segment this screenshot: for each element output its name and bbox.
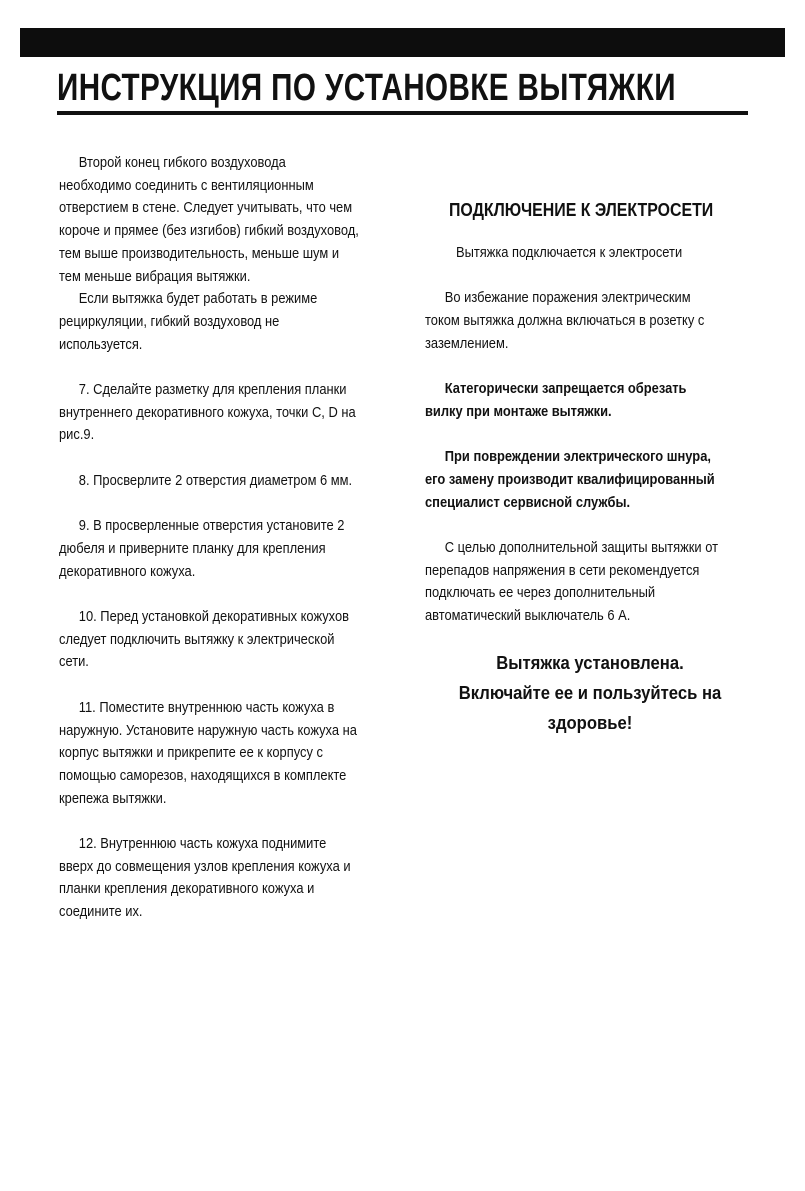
left-column bbox=[59, 152, 399, 924]
right-column bbox=[425, 198, 755, 738]
step-9: 9. В просверленные отверстия установите 2 дюбеля и приверните планку для крепления декоративного кожуха. bbox=[59, 517, 345, 580]
breaker-paragraph: С целью дополнительной защиты вытяжки от перепадов напряжения в сети рекомендуется подключать ее через дополнительный автоматический выключатель 6 А. bbox=[425, 539, 719, 625]
step-10: 10. Перед установкой декоративных кожухов следует подключить вытяжку к электрической сети. bbox=[59, 608, 350, 671]
electrical-section-heading: ПОДКЛЮЧЕНИЕ К ЭЛЕКТРОСЕТИ bbox=[449, 199, 714, 220]
title-underline bbox=[57, 111, 748, 115]
step-11: 11. Поместите внутреннюю часть кожуха в наружную. Установите наружную часть кожуха на корпус вытяжки и прикрепите ее к корпусу с помощью саморезов, находящихся в комплекте крепежа вытяжки. bbox=[59, 698, 357, 807]
cord-warning: При повреждении электрического шнура, его замену производит квалифицированный специалист сервисной службы. bbox=[425, 448, 715, 511]
header-bar bbox=[20, 28, 785, 57]
recirculation-paragraph: Если вытяжка будет работать в режиме рециркуляции, гибкий воздуховод не используется. bbox=[59, 290, 318, 353]
page-title: ИНСТРУКЦИЯ ПО УСТАНОВКЕ ВЫТЯЖКИ bbox=[57, 67, 676, 109]
step-7: 7. Сделайте разметку для крепления планки внутреннего декоративного кожуха, точки C, D на рис.9. bbox=[59, 381, 356, 444]
duct-connection-paragraph: Второй конец гибкого воздуховода необходимо соединить с вентиляционным отверстием в стене. Следует учитывать, что чем короче и прямее (без изгибов) гибкий воздуховод, тем выше производительность, меньше шум и тем меньше вибрация вытяжки. bbox=[59, 154, 359, 285]
completion-message: Вытяжка установлена. Включайте ее и пользуйтесь на здоровье! bbox=[458, 651, 722, 733]
electrical-intro: Вытяжка подключается к электросети bbox=[455, 244, 683, 261]
step-12: 12. Внутреннюю часть кожуха поднимите вверх до совмещения узлов крепления кожуха и планки крепления декоративного кожуха и соедините их. bbox=[59, 835, 351, 921]
grounding-paragraph: Во избежание поражения электрическим током вытяжка должна включаться в розетку с заземлением. bbox=[425, 289, 705, 352]
step-8: 8. Просверлите 2 отверстия диаметром 6 мм. bbox=[78, 471, 353, 489]
plug-warning: Категорически запрещается обрезать вилку при монтаже вытяжки. bbox=[425, 380, 687, 420]
